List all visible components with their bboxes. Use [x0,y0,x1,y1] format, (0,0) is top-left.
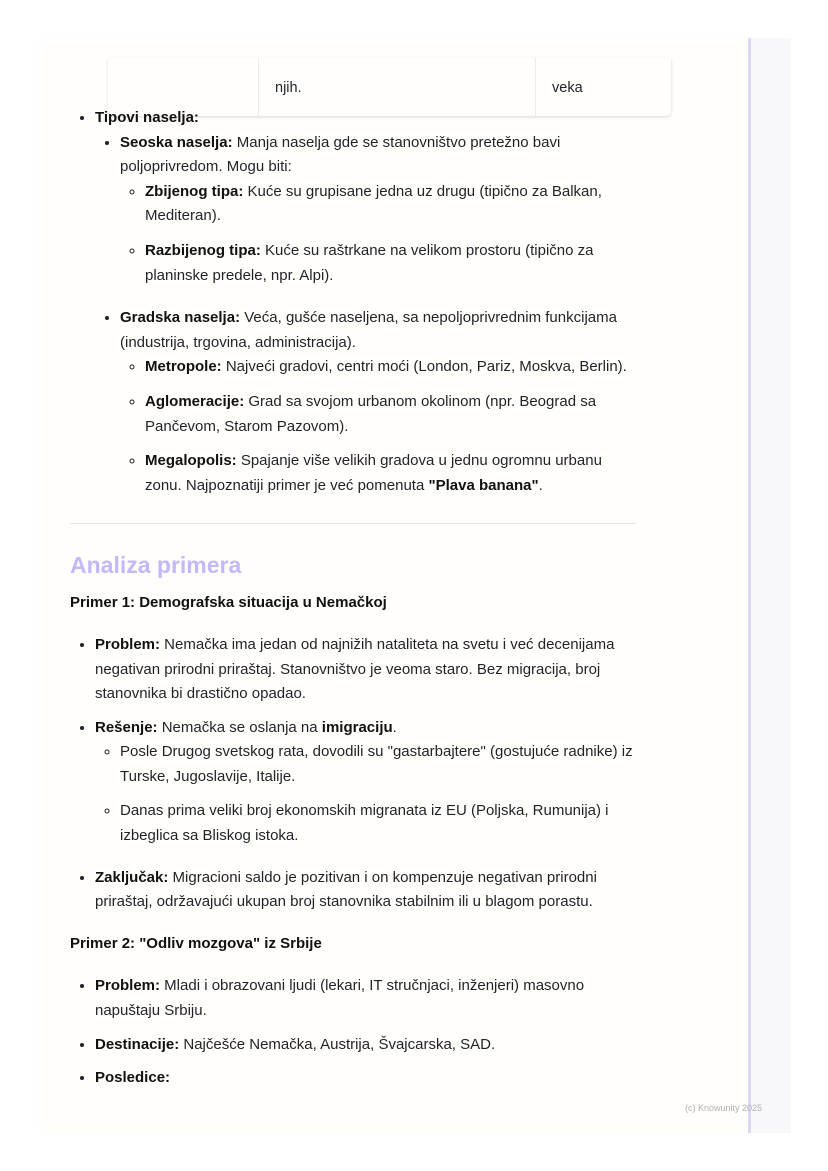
item-text: Najčešće Nemačka, Austrija, Švajcarska, SAD. [179,1035,496,1053]
list-item: ◦ Danas prima veliki broj ekonomskih migranata iz EU (Poljska, Rumunija) i izbeglica sa Bliskog istoka. [120,799,636,848]
item-label: Razbijenog tipa: [145,241,261,259]
item-text: Kuće su raštrkane na velikom prostoru (tipično za planinske predele, npr. Alpi). [145,241,594,284]
item-text: Najveći gradovi, centri moći (London, Pariz, Moskva, Berlin). [221,358,627,376]
copyright-footer: (c) Knowunity 2025 [685,1103,763,1113]
section-heading: Analiza primera [70,552,242,579]
table-cell: njih. [259,58,536,116]
item-label: Problem: [95,635,161,653]
item-label: Megalopolis: [145,452,237,470]
list-item [145,239,636,288]
list-item [95,106,636,498]
list-item [95,974,636,1023]
list-item [145,390,636,439]
item-text: Manja naselja gde se stanovništvo pretežno bavi poljoprivredom. Mogu biti: [120,133,561,176]
item-label: Zaključak: [95,868,169,886]
item-label: Metropole: [145,358,222,376]
item-bold: "Plava banana" [428,476,539,494]
list-item [145,180,636,229]
content [70,106,636,1091]
item-label: Destinacije: [95,1035,180,1053]
item-text: Grad sa svojom urbanom okolinom (npr. Beograd sa Pančevom, Starom Pazovom). [145,392,597,435]
list-item: ◦ Posle Drugog svetskog rata, dovodili su "gastarbajtere" (gostujuće radnike) iz Turske, Jugoslavije, Italije. [120,740,636,789]
item-label: Zbijenog tipa: [145,182,244,200]
item-text: . [392,718,397,736]
item-label: Gradska naselja: [120,309,241,327]
list-item [95,866,636,915]
item-text: Mladi i obrazovani ljudi (lekari, IT stručnjaci, inženjeri) masovno napuštaju Srbiju. [95,977,585,1020]
example-title: Primer 1: Demografska situacija u Nemačkoj [70,594,387,612]
list-item [145,449,636,498]
item-text: . [538,476,543,494]
item-text: Veća, gušće naseljena, sa nepoljoprivrednim funkcijama (industrija, trgovina, administracija). [120,309,617,351]
item-label: Aglomeracije: [145,392,245,410]
side-panel [751,38,791,1133]
item-text: Kuće su grupisane jedna uz drugu (tipično za Balkan, Mediteran). [145,182,602,225]
list-item [95,633,636,707]
list-item [95,1066,636,1091]
list-item [145,355,636,380]
list-item [95,1033,636,1058]
list-item [120,306,636,498]
list-item [95,716,636,849]
item-label: Problem: [95,977,161,995]
table-cell: veka [552,80,583,96]
divider [70,523,636,524]
item-label: Rešenje: [95,718,158,736]
item-label: Posledice: [95,1069,171,1087]
item-text: Nemačka se oslanja na [157,718,322,736]
item-label: Seoska naselja: [120,133,233,151]
item-label: Tipovi naselja: [95,109,199,126]
example-title: Primer 2: "Odliv mozgova" iz Srbije [70,934,322,952]
list-item [120,131,636,289]
item-text: Nemačka ima jedan od najnižih nataliteta na svetu i već decenijama negativan prirodni priraštaj. Stanovništvo je veoma staro. Bez migracija, broj stanovnika bi drastično opadao. [95,635,615,703]
item-bold: imigraciju [321,718,393,736]
item-text: Migracioni saldo je pozitivan i on kompenzuje negativan prirodni priraštaj, održavajući ukupan broj stanovnika stabilnim ili u blagom porastu. [95,868,597,911]
item-text: Spajanje više velikih gradova u jednu ogromnu urbanu zonu. Najpoznatiji primer je već pomenuta [145,452,602,494]
